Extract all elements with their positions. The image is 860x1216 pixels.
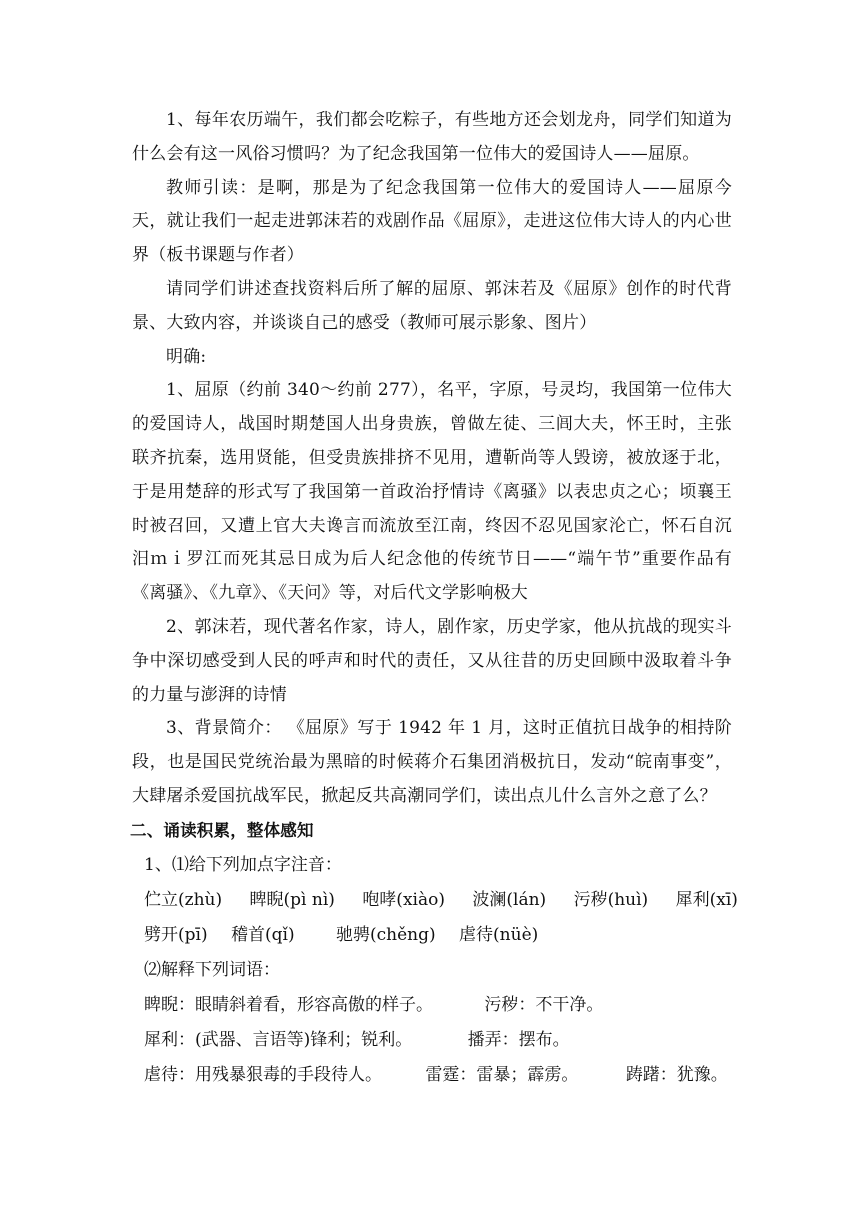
exercise-definitions-label: ⑵解释下列词语： <box>144 959 280 980</box>
paragraph-intro-question: 1、每年农历端午，我们都会吃粽子，有些地方还会划龙舟，同学们知道为什么会有这一风俗习惯吗？为了纪念我国第一位伟大的爱国诗人——屈原。 <box>132 110 732 164</box>
vocab-term: 劈开(pī) <box>144 924 208 945</box>
vocab-term: 稽首(qǐ) <box>231 924 295 945</box>
definition-row-3 <box>132 1058 732 1093</box>
definition-item: 犀利：(武器、言语等)锋利；锐利。 <box>144 1029 413 1050</box>
definition-row-2 <box>132 1023 732 1058</box>
vocab-term: 犀利(xī) <box>675 889 738 910</box>
definition-item: 睥睨：眼睛斜着看，形容高傲的样子。 <box>144 994 433 1015</box>
paragraph-guo-moruo-bio: 2、郭沫若，现代著名作家，诗人，剧作家，历史学家，他从抗战的现实斗争中深切感受到人民的呼声和时代的责任，又从往昔的历史回顾中汲取着斗争的力量与澎湃的诗情 <box>132 616 732 705</box>
vocab-term: 咆哮(xiào) <box>362 889 445 910</box>
definition-item: 虐待：用残暴狠毒的手段待人。 <box>144 1064 382 1085</box>
vocab-term: 伫立(zhù) <box>144 889 223 910</box>
definition-item: 污秽：不干净。 <box>484 994 604 1015</box>
vocab-term: 波澜(lán) <box>472 889 547 910</box>
paragraph-qu-yuan-bio: 1、屈原（约前 340～约前 277），名平，字原，号灵均，我国第一位伟大的爱国诗人，战国时期楚国人出身贵族，曾做左徒、三闾大夫，怀王时，主张联齐抗秦，选用贤能，但受贵族排挤不见用，遭靳尚等人毁谤，被放逐于北，于是用楚辞的形式写了我国第一首政治抒情诗《离骚》以表忠贞之心；顷襄王时被召回，又遭上官大夫谗言而流放至江南，终因不忍见国家沦亡，怀石自沉汨ｍｉ罗江而死其忌日成为后人纪念他的传统节日——“端午节”重要作品有《离骚》、《九章》、《天问》等，对后代文学影响极大 <box>132 380 732 604</box>
vocab-term: 污秽(huì) <box>573 889 649 910</box>
vocab-term: 驰骋(chěng) <box>336 924 436 945</box>
paragraph-student-task: 请同学们讲述查找资料后所了解的屈原、郭沫若及《屈原》创作的时代背景、大致内容，并谈谈自己的感受（教师可展示影象、图片） <box>132 278 732 333</box>
paragraph-teacher-guide: 教师引读：是啊，那是为了纪念我国第一位伟大的爱国诗人——屈原今天，就让我们一起走进郭沫若的戏剧作品《屈原》，走进这位伟大诗人的内心世界（板书课题与作者） <box>132 177 732 266</box>
vocab-term: 虐待(nüè) <box>459 924 539 945</box>
vocab-term: 睥睨(pì nì) <box>249 889 335 910</box>
section-heading: 二、诵读积累，整体感知 <box>130 820 314 840</box>
paragraph-clarify-label: 明确: <box>166 346 207 367</box>
definition-item: 雷霆：雷暴；霹雳。 <box>425 1064 579 1085</box>
pinyin-row-2 <box>132 918 732 953</box>
definition-item: 踌躇：犹豫。 <box>625 1064 728 1085</box>
paragraph-background: 3、背景简介： 《屈原》写于 1942 年 1 月，这时正值抗日战争的相持阶段，也是国民党统治最为黑暗的时候蒋介石集团消极抗日，发动“皖南事变”，大肆屠杀爱国抗战军民，掀起反共高潮同学们，读出点儿什么言外之意了么？ <box>132 718 732 806</box>
definition-row-1 <box>132 988 732 1023</box>
pinyin-row-1 <box>132 883 738 918</box>
exercise-pinyin-label: 1、⑴给下列加点字注音： <box>144 854 342 875</box>
document-page <box>130 104 738 1093</box>
definition-item: 播弄：摆布。 <box>467 1029 570 1050</box>
